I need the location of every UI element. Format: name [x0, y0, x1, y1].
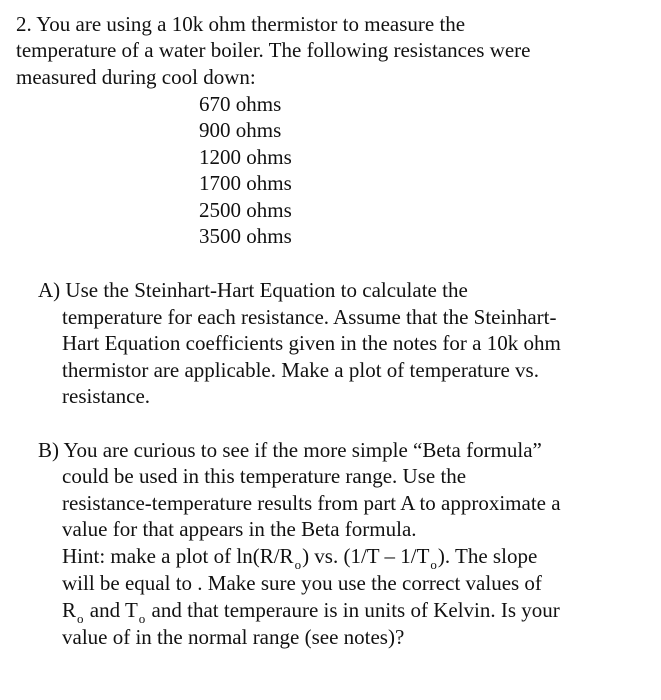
to-text: and T: [84, 598, 138, 622]
question-line-3: measured during cool down:: [16, 65, 256, 89]
part-b-line-1: B) You are curious to see if the more simple “Beta formula”: [38, 438, 542, 462]
subscript-o: o: [138, 611, 146, 626]
part-b-last-line: value of in the normal range (see notes)?: [62, 625, 405, 649]
subscript-o: o: [294, 557, 302, 572]
part-a-line-2: temperature for each resistance. Assume that the Steinhart-: [62, 305, 557, 329]
resistance-value: 900 ohms: [199, 118, 282, 142]
question-line-1: 2. You are using a 10k ohm thermistor to measure the: [16, 12, 466, 36]
question-line-2: temperature of a water boiler. The following resistances were: [16, 38, 531, 62]
hint-text: ). The slope: [437, 544, 538, 568]
resistance-value: 1700 ohms: [199, 171, 292, 195]
resistance-value: 3500 ohms: [199, 224, 292, 248]
kelvin-text: and that temperaure is in units of Kelvin. Is your: [146, 598, 560, 622]
subscript-o: o: [77, 611, 84, 626]
subscript-o: o: [430, 557, 437, 572]
part-b-line-4: value for that appears in the Beta formula.: [62, 517, 417, 541]
part-a-line-4: thermistor are applicable. Make a plot of temperature vs.: [62, 358, 539, 382]
resistance-value: 2500 ohms: [199, 198, 292, 222]
part-b-line-2: could be used in this temperature range. Use the: [62, 464, 467, 488]
part-b-slope-line: will be equal to . Make sure you use the correct values of: [62, 571, 542, 595]
part-b-hint-line: [62, 543, 537, 573]
hint-text: Hint: make a plot of ln(R/R: [62, 544, 294, 568]
part-a-line-3: Hart Equation coefficients given in the notes for a 10k ohm: [62, 331, 561, 355]
hint-text: ) vs. (1/T – 1/T: [302, 544, 430, 568]
part-a-line-5: resistance.: [62, 384, 151, 408]
resistance-value: 1200 ohms: [199, 145, 292, 169]
resistance-value: 670 ohms: [199, 92, 282, 116]
ro-text: R: [62, 598, 77, 622]
part-b-ro-line: [62, 597, 560, 627]
part-a-line-1: A) Use the Steinhart-Hart Equation to calculate the: [38, 278, 468, 302]
part-b-line-3: resistance-temperature results from part A to approximate a: [62, 491, 561, 515]
